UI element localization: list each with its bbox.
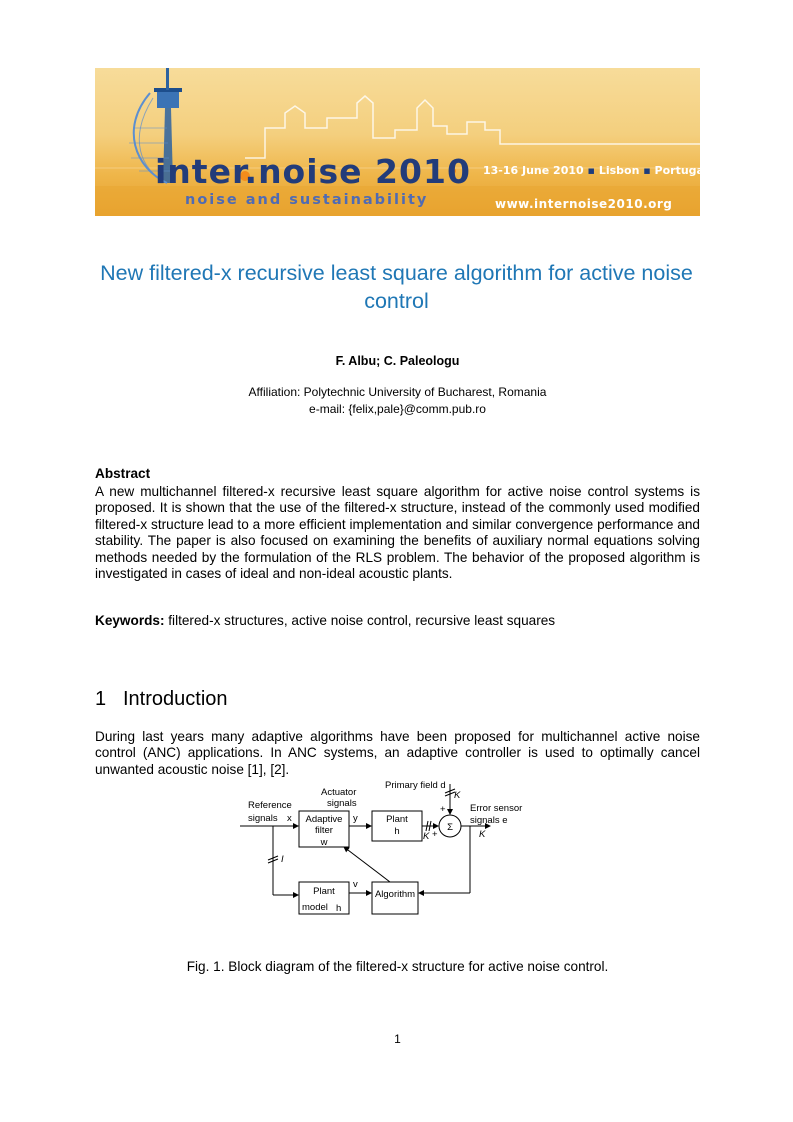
- banner-city: Lisbon: [598, 164, 640, 177]
- section-number: 1: [95, 688, 107, 710]
- label-adaptive-2: filter: [315, 825, 333, 836]
- label-x: x: [287, 813, 292, 824]
- label-plus-top: +: [440, 804, 446, 815]
- banner-event-name: inter.noise 2010: [155, 152, 471, 191]
- page-number: 1: [394, 1032, 401, 1046]
- keywords-text: filtered-x structures, active noise control, recursive least squares: [164, 613, 556, 628]
- banner-date-location: 13-16 June 2010 ▪ Lisbon ▪ Portugal: [483, 164, 708, 177]
- paper-affiliation-block: [95, 384, 700, 418]
- banner-country: Portugal: [654, 164, 708, 177]
- label-plus-left: +: [432, 829, 438, 840]
- label-k-right: K: [479, 829, 486, 840]
- paper-affiliation: Affiliation: Polytechnic University of Bucharest, Romania: [248, 385, 547, 399]
- banner-tagline: noise and sustainability: [185, 192, 429, 208]
- conference-banner: [95, 68, 708, 216]
- label-error-1: Error sensor: [470, 803, 523, 814]
- update-line: [344, 847, 390, 882]
- paper-authors: F. Albu; C. Paleologu: [335, 354, 460, 368]
- block-diagram: [240, 776, 540, 921]
- label-plant-2: h: [394, 826, 400, 837]
- paper-title: New filtered-x recursive least square algorithm for active noise control: [100, 261, 693, 313]
- banner-url: www.internoise2010.org: [495, 197, 673, 211]
- banner-date: 13-16 June 2010: [483, 164, 584, 177]
- label-reference-1: Reference: [248, 800, 292, 811]
- label-primary-field: Primary field d: [385, 780, 446, 791]
- label-error-2: signals e: [470, 815, 508, 826]
- label-k-top: K: [454, 790, 461, 801]
- label-i: I: [281, 854, 284, 865]
- section-title: Introduction: [123, 688, 228, 710]
- label-k-left: K: [423, 831, 430, 842]
- label-actuator-2: signals: [327, 798, 357, 809]
- label-adaptive-3: w: [320, 837, 328, 848]
- intro-text: [95, 729, 700, 778]
- label-algorithm: Algorithm: [374, 889, 416, 900]
- label-reference-2: signals: [248, 813, 278, 824]
- label-adaptive-1: Adaptive: [305, 814, 343, 825]
- label-model-1: Plant: [313, 886, 335, 897]
- keywords: [95, 613, 700, 629]
- section-heading: [95, 688, 228, 711]
- label-model-2: model: [302, 902, 328, 913]
- intro-paragraph: During last years many adaptive algorithms have been proposed for multichannel active noise control (ANC) applications. In ANC systems, an adaptive controller is used to optimally cancel unwanted acoustic noise [1], [2].: [95, 729, 700, 777]
- label-sigma: Σ: [447, 822, 453, 833]
- label-model-3: h: [336, 903, 342, 914]
- abstract-paragraph: A new multichannel filtered-x recursive least square algorithm for active noise control systems is proposed. It is shown that the use of the filtered-x structure, instead of the commonly used modified filtered-x structure lead to a more efficient implementation and similar convergence performance and stability. The paper is also focused on examining the benefits of auxiliary normal equations solving methods needed by the formulation of the RLS problem. The behavior of the proposed algorithm is investigated in cases of ideal and non-ideal acoustic plants.: [95, 484, 700, 582]
- label-actuator-1: Actuator: [321, 787, 357, 798]
- abstract-heading: Abstract: [95, 466, 151, 481]
- label-v: v: [353, 879, 358, 890]
- paper-email: e-mail: {felix,pale}@comm.pub.ro: [309, 402, 486, 416]
- figure-caption: Fig. 1. Block diagram of the filtered-x structure for active noise control.: [186, 959, 609, 974]
- label-y: y: [353, 813, 358, 824]
- abstract-text: [95, 484, 700, 582]
- label-plant-1: Plant: [386, 814, 408, 825]
- keywords-label: Keywords:: [95, 613, 165, 628]
